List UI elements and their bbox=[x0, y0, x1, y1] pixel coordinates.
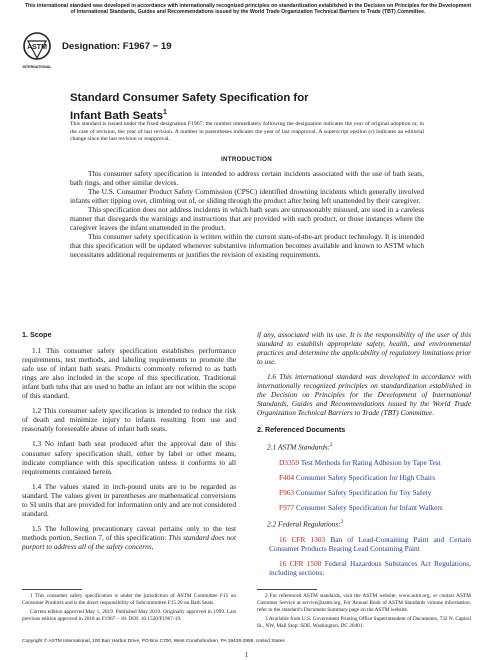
ref-16cfr1500[interactable] bbox=[257, 559, 471, 577]
astm-standards-label-text: 2.1 ASTM Standards: bbox=[267, 442, 331, 452]
footnote-marker-2: 2 bbox=[330, 443, 333, 449]
federal-regulations-label-text: 2.2 Federal Regulations: bbox=[267, 519, 341, 529]
scope-1-1: 1.1 This consumer safety specification establishes performance requirements, test methods, and labeling requirements to promote the safe use of infant bath seats. Products commonly referred to as bath rings are also included in the scope of this specification. Traditional infant bath tubs that are used to bathe an infant are not within the scope of this standard. bbox=[22, 346, 236, 401]
ref-title[interactable]: Federal Hazardous Substances Act Regulations, including sections: bbox=[269, 558, 471, 577]
ref-f404[interactable] bbox=[257, 473, 471, 482]
footnotes-left bbox=[22, 593, 236, 625]
ref-title[interactable]: Consumer Safety Specification for High Chairs bbox=[295, 473, 436, 482]
right-column bbox=[257, 330, 471, 583]
ref-16cfr1303[interactable] bbox=[257, 535, 471, 553]
title-line-2-text: Infant Bath Seats bbox=[70, 109, 164, 122]
federal-regulations-label bbox=[257, 518, 471, 528]
ref-code[interactable]: F404 bbox=[279, 473, 295, 482]
ref-d3359[interactable] bbox=[257, 458, 471, 467]
intro-paragraph: This consumer safety specification is intended to address certain incidents associated with the use of bath seats, bath rings, and other similar devices. bbox=[70, 169, 424, 188]
ref-code[interactable]: F977 bbox=[279, 503, 295, 513]
footnote-rule-right bbox=[257, 589, 317, 590]
ref-title[interactable]: Test Methods for Rating Adhesion by Tape Test bbox=[300, 457, 441, 467]
scope-1-4: 1.4 The values stated in inch-pound units are to be regarded as standard. The values given in parentheses are mathematical conversions to SI units that are provided for information only and are not considered standard. bbox=[22, 481, 236, 518]
left-column bbox=[22, 330, 236, 557]
scope-1-5-continued: if any, associated with its use. It is the responsibility of the user of this standard to establish appropriate safety, health, and environmental practices and determine the applicability of regulatory limitations prior to use. bbox=[257, 330, 471, 367]
ref-code[interactable]: 16 CFR 1500 bbox=[279, 558, 322, 568]
ref-title[interactable]: Ban of Lead-Containing Paint and Certain Consumer Products Bearing Lead Containing Paint bbox=[269, 534, 472, 553]
footnote-3: 3 Available from U.S. Government Printing Office Superintendent of Documents, 732 N. Capitol St., NW, Mail Stop: SDE, Washington, DC 20401. bbox=[257, 616, 471, 630]
scope-1-5-text: 1.5 The following precautionary caveat pertains only to the test methods portion, Section 7, of this specification: bbox=[22, 523, 236, 542]
scope-1-5 bbox=[22, 524, 236, 551]
referenced-documents-heading: 2. Referenced Documents bbox=[257, 425, 346, 435]
scope-heading: 1. Scope bbox=[22, 330, 52, 339]
footnote-marker-3: 3 bbox=[340, 520, 344, 526]
document-title bbox=[70, 92, 430, 123]
intro-paragraph: This consumer safety specification is written within the current state-of-the-art product technology. It is intended that this specification will be updated whenever substantive information becomes available and known to ASTM which necessitates additional requirements or justifies the revision of existing requirements. bbox=[70, 232, 424, 260]
ref-f963[interactable] bbox=[257, 488, 471, 497]
page-number: 1 bbox=[244, 651, 249, 659]
ref-code[interactable]: F963 bbox=[279, 488, 295, 498]
designation: Designation: F1967 − 19 bbox=[62, 41, 172, 52]
ref-code[interactable]: D3359 bbox=[279, 457, 299, 467]
scope-1-3: 1.3 No infant bath seat produced after the approval date of this consumer safety specification shall, either by label or other means, indicate compliance with this specification unless it conforms to all requirements contained herein. bbox=[22, 439, 236, 476]
scope-1-6: 1.6 This international standard was developed in accordance with internationally recognized principles on standardization established in the Decision on Principles for the Development of International Standards, Guides and Recommendations issued by the World Trade Organization Technical Barriers to Trade (TBT) Committee. bbox=[257, 372, 471, 418]
astm-international-logo bbox=[20, 31, 54, 71]
title-footnote-marker: 1 bbox=[163, 108, 167, 116]
international-standard-notice: This international standard was developed in accordance with internationally recognized principles on standardization established in the Decision on Principles for the Development of International Standards, Guides and Recommendations issued by the World Trade Organization Technical Barriers to Trade (TBT) Committee. bbox=[24, 3, 472, 16]
title-line-1: Standard Consumer Safety Specification for bbox=[70, 92, 309, 104]
ref-title[interactable]: Consumer Safety Specification for Infant Walkers bbox=[295, 503, 443, 513]
issuance-statement: This standard is issued under the fixed designation F1967; the number immediately following the designation indicates the year of original adoption or, in the case of revision, the year of last revision. A number in parentheses indicates the year of last reapproval. A superscript epsilon (ε) indicates an editorial change since the last revision or reapproval. bbox=[70, 121, 424, 143]
logo-subtext: INTERNATIONAL bbox=[22, 65, 52, 69]
scope-1-5-caveat: This standard does not purport to address all of the safety concerns, bbox=[22, 532, 237, 551]
ref-f977[interactable] bbox=[257, 503, 471, 512]
footnote-1-edition: Current edition approved May 1, 2019. Published May 2019. Originally approved in 1999. Last previous edition approved in 2018 as F1967 – 18. DOI: 10.1520/F1967-19. bbox=[22, 609, 236, 623]
intro-paragraph: This specification does not address incidents in which bath seats are unreasonably misused, are used in a careless manner that disregards the warnings and instructions that are provided with each product, or those instances where the caregiver leaves the infant unattended in the product. bbox=[70, 205, 424, 233]
footnote-1: 1 This consumer safety specification is under the jurisdiction of ASTM Committee F15 on Consumer Products and is the direct responsibility of Subcommittee F15.20 on Bath Seats. bbox=[22, 593, 236, 607]
footnote-2: 2 For referenced ASTM standards, visit the ASTM website, www.astm.org, or contact ASTM Customer Service at service@astm.org. For Annual Book of ASTM Standards volume information, refer to the standard's Document Summary page on the ASTM website. bbox=[257, 593, 471, 614]
logo-text: ASTM bbox=[27, 44, 47, 51]
ref-title[interactable]: Consumer Safety Specification for Toy Safety bbox=[295, 488, 432, 498]
introduction-heading: INTRODUCTION bbox=[220, 156, 273, 163]
copyright-line: Copyright © ASTM International, 100 Barr Harbor Drive, PO Box C700, West Conshohocken, PA 19428-2959. United States bbox=[22, 639, 285, 644]
introduction-body bbox=[70, 169, 424, 259]
astm-standards-label bbox=[257, 441, 471, 451]
footnote-rule-left bbox=[22, 589, 82, 590]
scope-1-2: 1.2 This consumer safety specification is intended to reduce the risk of death and minimize injury to infants resulting from use and reasonably foreseeable abuse of infant bath seats. bbox=[22, 406, 236, 434]
intro-paragraph: The U.S. Consumer Product Safety Commission (CPSC) identified drowning incidents which generally involved infants either tipping over, climbing out of, or sliding through the product after being left unattended by their caregiver. bbox=[70, 187, 424, 206]
ref-code[interactable]: 16 CFR 1303 bbox=[279, 534, 326, 544]
footnotes-right bbox=[257, 593, 471, 632]
